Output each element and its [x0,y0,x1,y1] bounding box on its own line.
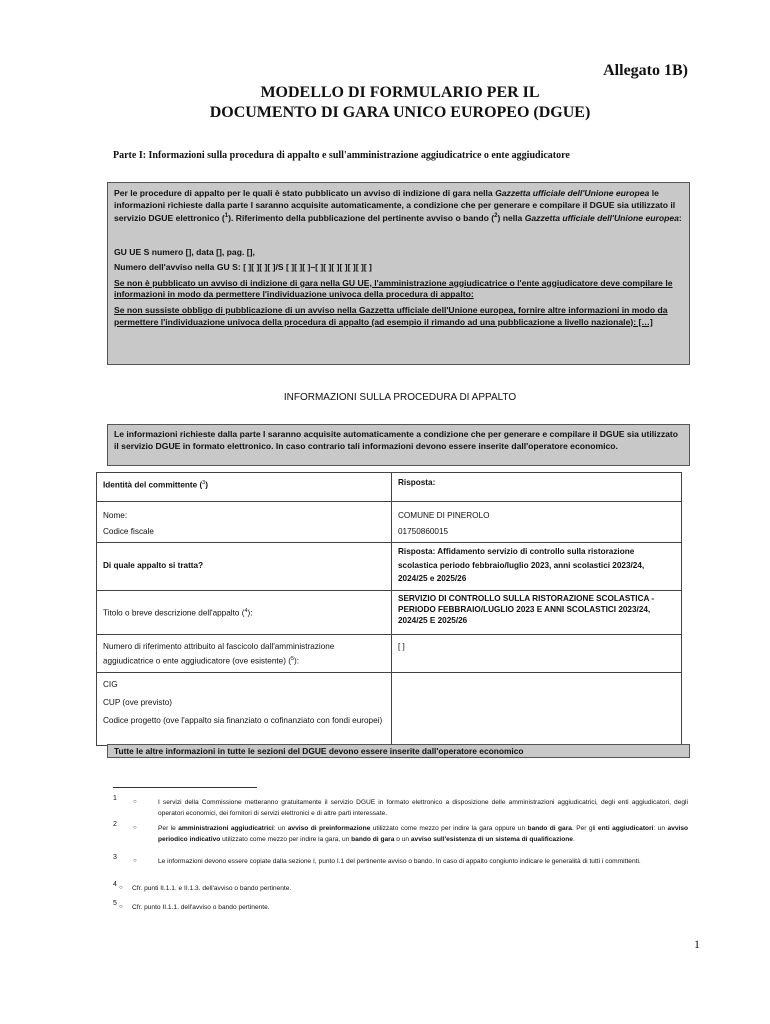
document-title [100,83,700,123]
avviso-number-line: Numero dell'avviso nella GU S: [ ][ ][ ][ ]/S [ ][ ][ ]–[ ][ ][ ][ ][ ][ ][ ] [114,262,372,273]
table-row [97,473,682,502]
nome-cf-labels [97,502,392,543]
table-row [97,502,682,543]
title-line-2: DOCUMENTO DI GARA UNICO EUROPEO (DGUE) [209,104,591,121]
titolo-label: Titolo o breve descrizione dell'appalto ($^4$): [97,590,392,634]
footnote-5: 5 ○ Cfr. punto II.1.1. dell'avviso o bando pertinente. [113,900,270,911]
table-row [97,634,682,672]
cig-label: CIG [103,679,118,689]
parte-heading: Parte I: Informazioni sulla procedura di appalto e sull'amministrazione aggiudicatrice o ente aggiudicatore [113,150,570,161]
table-row [97,590,682,634]
info-procedura-heading: INFORMAZIONI SULLA PROCEDURA DI APPALTO [283,392,517,403]
page-number: 1 [694,937,700,951]
gazzetta-info-box [107,182,690,365]
appalto-question: Di quale appalto si tratta? [97,543,392,591]
gu-line: GU UE S numero [], data [], pag. [], [114,246,255,257]
nome-label: Nome: [103,511,128,520]
altre-info-box: Tutte le altre informazioni in tutte le sezioni del DGUE devono essere inserite dall'operatore economico [107,744,690,758]
table-row [97,672,682,745]
cig-cup-values [392,672,682,745]
committente-table [96,472,682,746]
footnote-1: 1 ○ I servizi della Commissione metteranno gratuitamente il servizio DGUE in formato elettronico a disposizione delle amministrazioni aggiudicatrici, degli enti aggiudicatori, degli operatori economici, dei fornitori di servizi elettronici e di altre parti interessate. [113,795,688,817]
nome-cf-values [392,502,682,543]
footnote-2: 2 ○ Per le amministrazioni aggiudicatrici: un avviso di preinformazione utilizzato come mezzo per indire la gara oppure un bando di gara. Per gli enti aggiudicatori: un avviso periodico indicativo utilizzato come mezzo per indire la gara, un bando di gara o un avviso sull'esistenza di un sistema di qualificazione. [113,821,689,843]
table-row [97,543,682,591]
riferimento-label: Numero di riferimento attribuito al fascicolo dall'amministrazione aggiudicatrice o ente aggiudicatore (ove esistente) ($^5$): [97,634,392,672]
identita-label: Identità del committente ($^3$) [97,473,392,502]
codice-progetto-label: Codice progetto (ove l'appalto sia finanziato o cofinanziato con fondi europei) [103,715,383,725]
title-line-1: MODELLO DI FORMULARIO PER IL [260,84,540,101]
footnote-3: 3 ○ Le informazioni devono essere copiate dalla sezione I, punto I.1 del pertinente avviso o bando. In caso di appalto congiunto indicare le generalità di tutti i committenti. [113,854,641,865]
non-pubblicato-text: Se non è pubblicato un avviso di indizione di gara nella GU UE, l'amministrazione aggiudicatrice o l'ente aggiudicatore deve compilare le informazioni in modo da permettere l'individuazione univoca della procedura di appalto: [114,277,673,300]
footnote-4: 4 ○ Cfr. punti II.1.1. e II.1.3. dell'avviso o bando pertinente. [113,881,292,892]
codice-fiscale-value: 01750860015 [398,527,449,536]
nome-value: COMUNE DI PINEROLO [398,511,490,520]
footnote-separator [113,787,257,788]
acquisizione-info-box: Le informazioni richieste dalla parte I saranno acquisite automaticamente a condizione che per generare e compilare il DGUE sia utilizzato il servizio DGUE in formato elettronico. In caso contrario tali informazioni devono essere inserite dall'operatore economico. [107,424,690,466]
riferimento-value: [ ] [392,634,682,672]
appalto-answer: Risposta: Affidamento servizio di controllo sulla ristorazione scolastica periodo febbraio/luglio 2023, anni scolastici 2023/24, 2024/25 e 2025/26 [392,543,682,591]
risposta-header: Risposta: [392,473,682,502]
non-obbligo-text: Se non sussiste obbligo di pubblicazione di un avviso nella Gazzetta ufficiale dell'Unione europea, fornire altre informazioni in modo da permettere l'individuazione univoca della procedura di appalto (ad esempio il rimando ad una pubblicazione a livello nazionale): […] [114,305,668,327]
cup-label: CUP (ove previsto) [103,697,173,707]
cig-cup-labels [97,672,392,745]
box1-intro: Per le procedure di appalto per le quali è stato pubblicato un avviso di indizione di gara nella Gazzetta ufficiale dell'Unione europea le informazioni richieste dalla parte I saranno acquisite automaticamente, a condizione che per generare e compilare il DGUE sia utilizzato il servizio DGUE elettronico ($^1$). Riferimento della pubblicazione del pertinente avviso o bando ($^2$) nella Gazzetta ufficiale dell'Unione europea: [114,188,682,224]
titolo-value: SERVIZIO DI CONTROLLO SULLA RISTORAZIONE SCOLASTICA - PERIODO FEBBRAIO/LUGLIO 2023 E ANNI SCOLASTICI 2023/24, 2024/25 E 2025/26 [392,590,682,634]
codice-fiscale-label: Codice fiscale [103,527,154,536]
allegato-label: Allegato 1B) [603,62,688,79]
